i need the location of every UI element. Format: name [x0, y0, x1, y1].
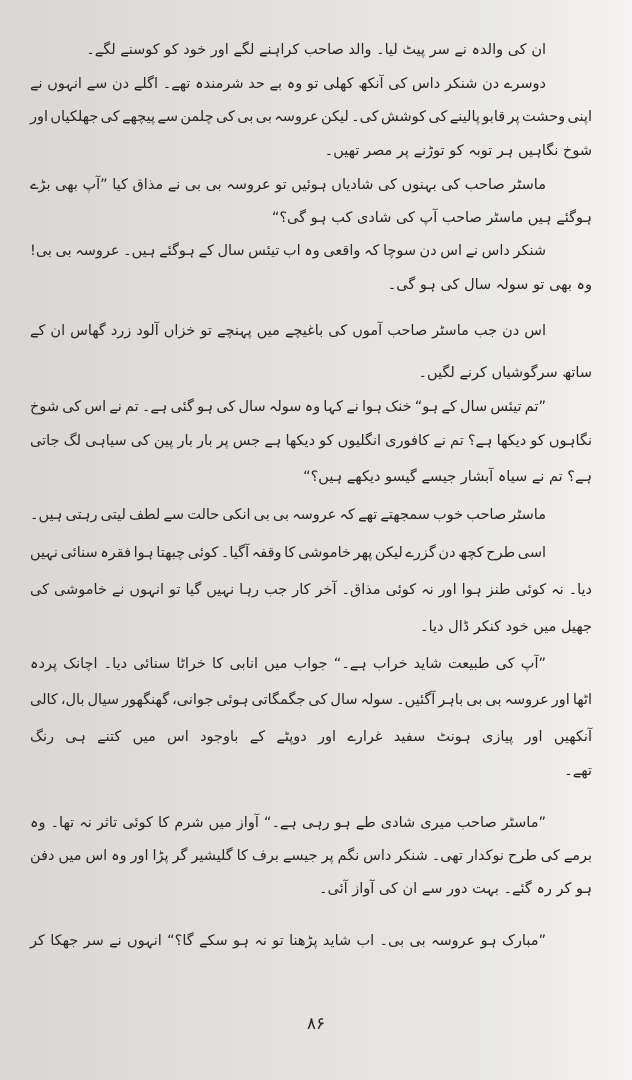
text-line: ”آپ کی طبیعت شاید خراب ہے۔“ جواب میں انابی کا خراٹا سنائی دیا۔ اچانک پردہ [30, 656, 546, 672]
text-line: ”تم تیئس سال کے ہو“ خنک ہوا نے کہا وہ سولہ سال کی ہو گئی ہے۔ تم نے اس کی شوخ [30, 399, 546, 415]
text-line: اٹھا اور عروسہ بی بی باہر آگئیں۔ سولہ سال کی جگمگاتی ہوئی جوانی، گھنگھور سیال بال، کالی [30, 692, 592, 708]
text-line: اپنی وحشت پر قابو پالینے کی کوشش کی۔ لیکن عروسہ بی بی کی چلمن سے پیچھے کی جھلکیاں اور [30, 109, 592, 125]
text-line: ہوگئے ہیں ماسٹر صاحب آپ کی شادی کب ہو گی؟“ [271, 210, 592, 226]
text-line: ماسٹر صاحب خوب سمجھتے تھے کہ عروسہ بی بی انکی حالت سے لطف لیتی رہتی ہیں۔ [30, 507, 546, 523]
text-line: ان کی والدہ نے سر پیٹ لیا۔ والد صاحب کراہنے لگے اور خود کو کوسنے لگے۔ [86, 42, 546, 58]
text-line: ہے؟ تم نے سیاہ آبشار جیسے گیسو دیکھے ہیں؟“ [303, 469, 592, 485]
text-line: اسی طرح کچھ دن گزرے لیکن پھر خاموشی کا وقفہ آگیا۔ کوئی چبھتا ہوا فقرہ سنائی نہیں [30, 545, 546, 561]
text-line: ساتھ سرگوشیاں کرنے لگیں۔ [418, 365, 592, 381]
text-line: وہ بھی تو سولہ سال کی ہو گی۔ [387, 277, 592, 293]
text-line: اس دن جب ماسٹر صاحب آموں کی باغیچے میں پہنچے تو خزاں آلود زرد گھاس ان کے [30, 323, 546, 339]
text-line: دوسرے دن شنکر داس کی آنکھ کھلی تو وہ بے حد شرمندہ تھے۔ اگلے دن سے انہوں نے [30, 76, 546, 92]
text-line: تھے۔ [564, 763, 592, 779]
page-number: ۸۶ [306, 1014, 326, 1034]
text-line: ”ماسٹر صاحب میری شادی طے ہو رہی ہے۔“ آواز میں شرم کا کوئی تاثر نہ تھا۔ وہ [30, 815, 546, 831]
text-line: ماسٹر صاحب کی بہنوں کی شادیاں ہوئیں تو عروسہ بی بی نے مذاق کیا ”آپ بھی بڑے [30, 177, 546, 193]
text-line: ”مبارک ہو عروسہ بی بی۔ اب شاید پڑھنا تو نہ ہو سکے گا؟“ انہوں نے سر جھکا کر [30, 933, 546, 949]
text-line: دیا۔ نہ کوئی طنز ہوا اور نہ کوئی مذاق۔ آخر کار جب رہا نہیں گیا تو انہوں نے خاموشی کی [30, 582, 592, 598]
text-line: نگاہوں کو دیکھا ہے؟ تم نے کافوری انگلیوں کو دیکھا ہے جس پر بار بار پین کی سیاہی لگ جاتی [30, 433, 592, 449]
text-line: ہو کر رہ گئے۔ بہت دور سے ان کی آواز آئی۔ [318, 881, 592, 897]
text-line: جھیل میں خود کنکر ڈال دیا۔ [420, 619, 592, 635]
text-line: برمے کی طرح نوکدار تھی۔ شنکر داس نگم پر جیسے برف کا گلیشیر گر پڑا اور وہ اس میں دفن [30, 848, 592, 864]
text-line: شوخ نگاہیں ہر توبہ کو توڑنے پر مصر تھیں۔ [324, 143, 592, 159]
text-line: آنکھیں اور پیازی ہونٹ سفید غرارے اور دوپٹے کے باوجود اس میں کتنے ہی رنگ [30, 729, 592, 745]
text-line: شنکر داس نے اس دن سوچا کہ واقعی وہ اب تیئس سال کے ہوگئے ہیں۔ عروسہ بی بی! [30, 243, 546, 259]
